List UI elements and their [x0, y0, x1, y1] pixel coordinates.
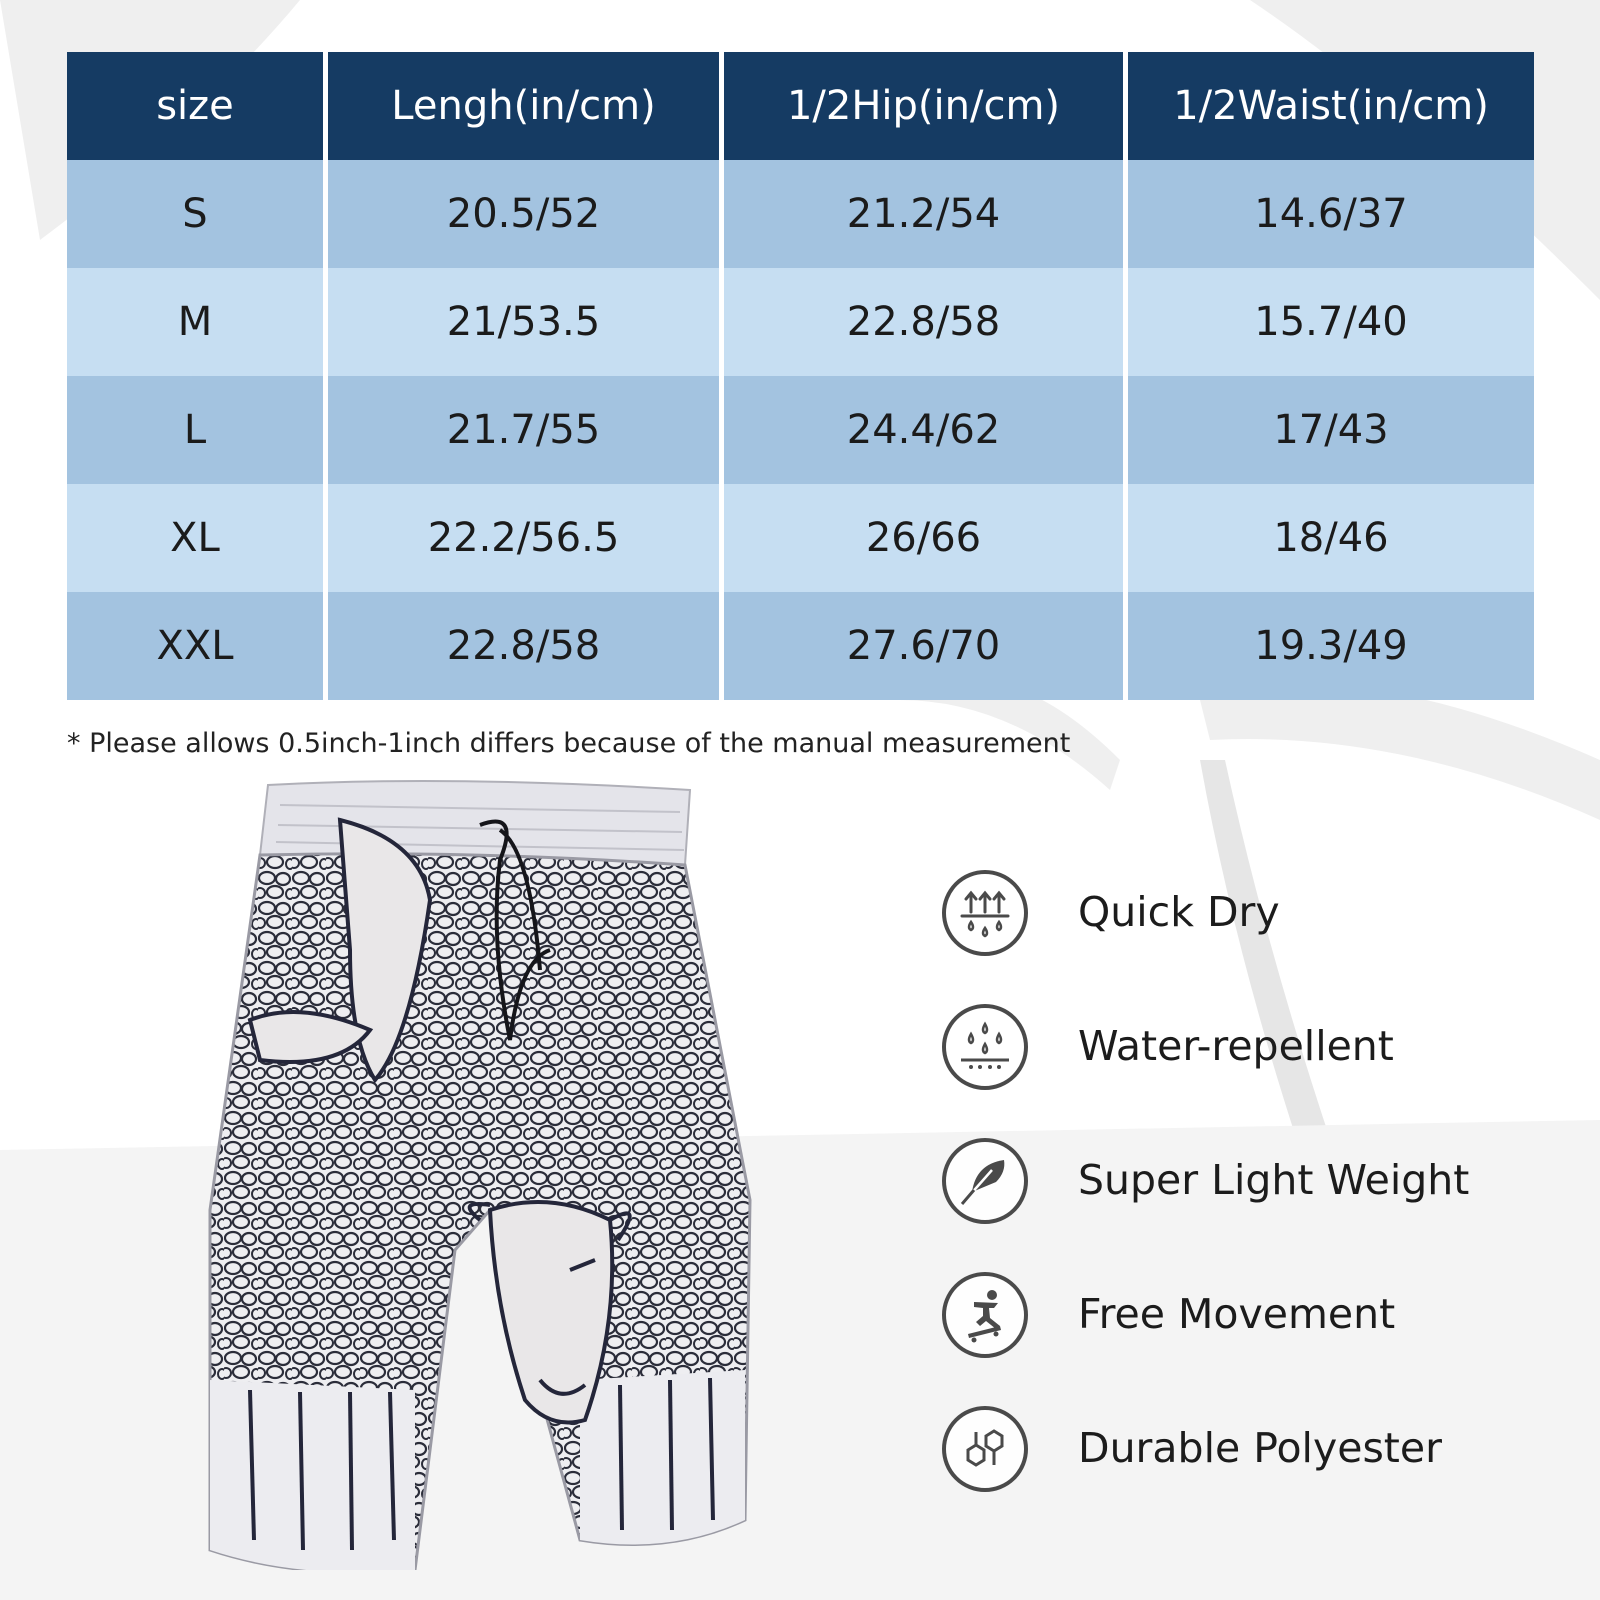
feature-durable-polyester: [942, 1406, 1542, 1502]
cell-half-waist: 17/43: [1128, 376, 1534, 484]
table-row: [67, 160, 1534, 268]
cell-length: 22.2/56.5: [328, 484, 724, 592]
feature-water-repellent: [942, 1004, 1542, 1100]
skateboarder-icon: [942, 1272, 1028, 1358]
cell-half-waist: 19.3/49: [1128, 592, 1534, 700]
cell-size: L: [67, 376, 328, 484]
cell-size: M: [67, 268, 328, 376]
cell-half-hip: 27.6/70: [724, 592, 1128, 700]
cell-half-hip: 26/66: [724, 484, 1128, 592]
column-header-length: Lengh(in/cm): [328, 52, 724, 160]
table-row: [67, 592, 1534, 700]
feature-label: Free Movement: [1078, 1290, 1396, 1338]
cell-length: 21/53.5: [328, 268, 724, 376]
cell-size: S: [67, 160, 328, 268]
board-shorts-image: [190, 780, 770, 1570]
table-row: [67, 376, 1534, 484]
cell-half-hip: 22.8/58: [724, 268, 1128, 376]
cell-length: 20.5/52: [328, 160, 724, 268]
feature-label: Water-repellent: [1078, 1022, 1394, 1070]
cell-half-waist: 15.7/40: [1128, 268, 1534, 376]
column-header-half-waist: 1/2Waist(in/cm): [1128, 52, 1534, 160]
feature-label: Super Light Weight: [1078, 1156, 1470, 1204]
cell-size: XL: [67, 484, 328, 592]
cell-size: XXL: [67, 592, 328, 700]
feature-free-movement: [942, 1272, 1542, 1368]
cell-half-hip: 21.2/54: [724, 160, 1128, 268]
cell-half-waist: 18/46: [1128, 484, 1534, 592]
water-repellent-icon: [942, 1004, 1028, 1090]
feather-icon: [942, 1138, 1028, 1224]
table-row: [67, 484, 1534, 592]
cell-length: 22.8/58: [328, 592, 724, 700]
feature-quick-dry: [942, 870, 1542, 966]
cell-half-hip: 24.4/62: [724, 376, 1128, 484]
table-row: [67, 268, 1534, 376]
feature-super-light-weight: [942, 1138, 1542, 1234]
column-header-size: size: [67, 52, 328, 160]
polyester-molecule-icon: [942, 1406, 1028, 1492]
measurement-note: * Please allows 0.5inch-1inch differs because of the manual measurement: [67, 728, 1071, 759]
quick-dry-icon: [942, 870, 1028, 956]
table-header-row: [67, 52, 1534, 160]
cell-half-waist: 14.6/37: [1128, 160, 1534, 268]
column-header-half-hip: 1/2Hip(in/cm): [724, 52, 1128, 160]
size-chart-table: [67, 52, 1534, 700]
cell-length: 21.7/55: [328, 376, 724, 484]
feature-label: Durable Polyester: [1078, 1424, 1442, 1472]
feature-label: Quick Dry: [1078, 888, 1280, 936]
